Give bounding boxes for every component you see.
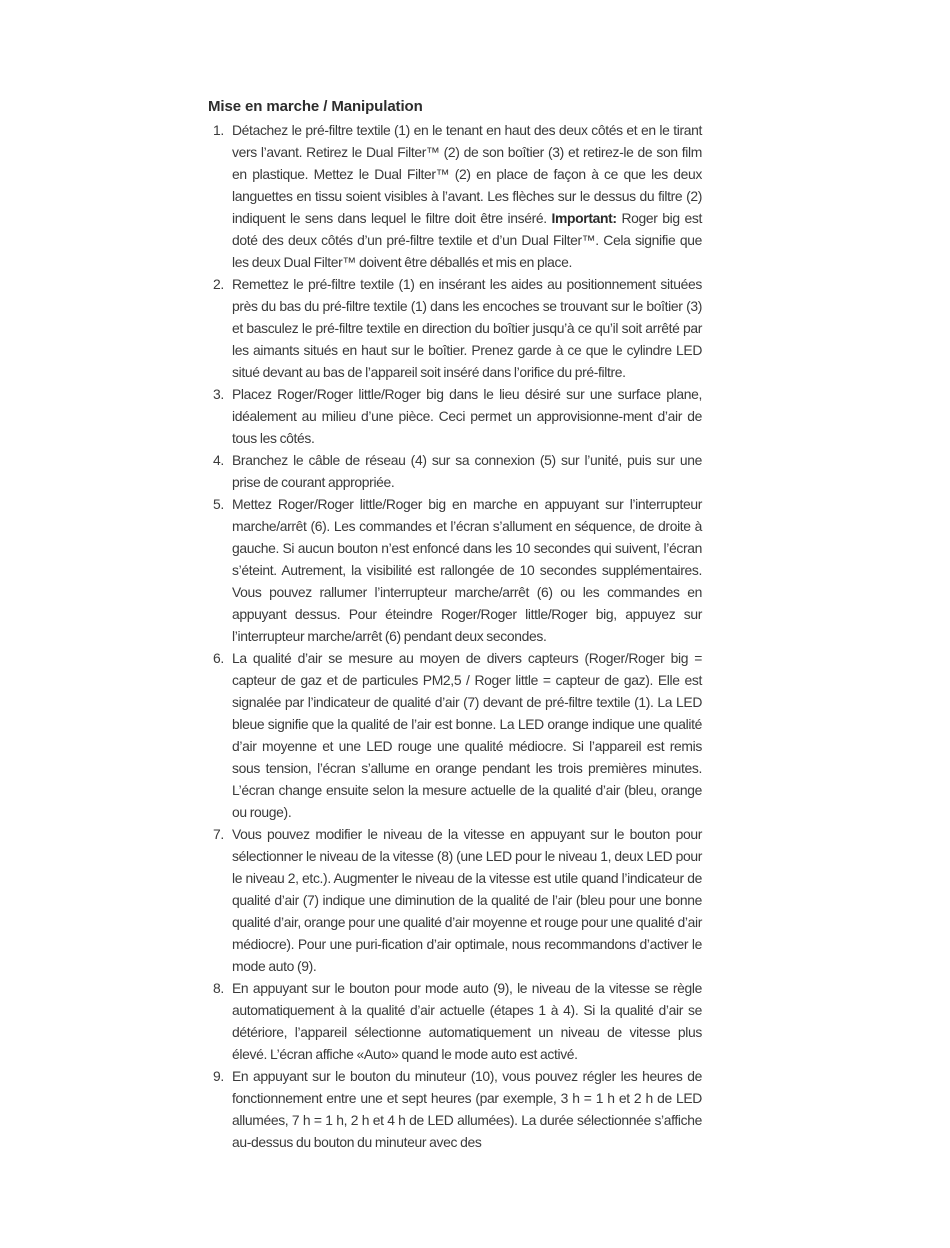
instruction-list	[208, 119, 702, 1153]
important-label: Important:	[551, 210, 617, 226]
step-text: Remettez le pré-filtre textile (1) en insérant les aides au positionnement situées près du bas du pré-filtre textile (1) dans les encoches se trouvant sur le boîtier (3) et basculez le pré-filtre textile en direction du boîtier jusqu’à ce qu’il soit arrêté par les aimants situés en haut sur le boîtier. Prenez garde à ce que le cylindre LED situé devant au bas de l’appareil soit inséré dans l’orifice du pré-filtre.	[232, 276, 702, 380]
list-item-step-4	[208, 449, 702, 493]
document-page	[208, 96, 702, 1153]
list-item-step-3	[208, 383, 702, 449]
step-text: Vous pouvez modifier le niveau de la vitesse en appuyant sur le bouton pour sélectionner le niveau de la vitesse (8) (une LED pour le niveau 1, deux LED pour le niveau 2, etc.). Augmenter le niveau de la vitesse est utile quand l’indicateur de qualité d’air (7) indique une diminution de la qualité de l’air (bleu pour une bonne qualité d’air, orange pour une qualité d’air moyenne et rouge pour une qualité d’air médiocre). Pour une puri-fication d’air optimale, nous recommandons d’activer le mode auto (9).	[232, 826, 702, 974]
step-number: 7.	[213, 826, 224, 842]
step-number: 1.	[213, 122, 224, 138]
list-item-step-6	[208, 647, 702, 823]
step-text: En appuyant sur le bouton pour mode auto (9), le niveau de la vitesse se règle automatiquement à la qualité d’air actuelle (étapes 1 à 4). Si la qualité d’air se détériore, l’appareil sélectionne automatiquement un niveau de vitesse plus élevé. L’écran affiche «Auto» quand le mode auto est activé.	[232, 980, 702, 1062]
list-item-step-1	[208, 119, 702, 273]
step-text: Mettez Roger/Roger little/Roger big en marche en appuyant sur l’interrupteur marche/arrêt (6). Les commandes et l’écran s’allument en séquence, de droite à gauche. Si aucun bouton n’est enfoncé dans les 10 secondes qui suivent, l’écran s’éteint. Autrement, la visibilité est rallongée de 10 secondes supplémentaires. Vous pouvez rallumer l’interrupteur marche/arrêt (6) ou les commandes en appuyant dessus. Pour éteindre Roger/Roger little/Roger big, appuyez sur l’interrupteur marche/arrêt (6) pendant deux secondes.	[232, 496, 702, 644]
step-text: La qualité d’air se mesure au moyen de divers capteurs (Roger/Roger big = capteur de gaz et de particules PM2,5 / Roger little = capteur de gaz). Elle est signalée par l’indicateur de qualité d’air (7) devant de pré-filtre textile (1). La LED bleue signifie que la qualité de l’air est bonne. La LED orange indique une qualité d’air moyenne et une LED rouge une qualité médiocre. Si l’appareil est remis sous tension, l’écran s’allume en orange pendant les trois premières minutes. L’écran change ensuite selon la mesure actuelle de la qualité d’air (bleu, orange ou rouge).	[232, 650, 702, 820]
list-item-step-2	[208, 273, 702, 383]
step-text-continued: Roger big est doté des deux côtés d’un pré-filtre textile et d’un Dual Filter™. Cela signifie que les deux Dual Filter™ doivent être déballés et mis en place.	[232, 210, 703, 270]
list-item-step-5	[208, 493, 702, 647]
list-item-step-7	[208, 823, 702, 977]
step-number: 4.	[213, 452, 224, 468]
step-text: Branchez le câble de réseau (4) sur sa connexion (5) sur l’unité, puis sur une prise de courant appropriée.	[232, 452, 702, 490]
step-number: 6.	[213, 650, 224, 666]
section-heading: Mise en marche / Manipulation	[208, 98, 423, 115]
step-text: En appuyant sur le bouton du minuteur (10), vous pouvez régler les heures de fonctionnement entre une et sept heures (par exemple, 3 h = 1 h et 2 h de LED allumées, 7 h = 1 h, 2 h et 4 h de LED allumées). La durée sélectionnée s’affiche au-dessus du bouton du minuteur avec des	[232, 1068, 702, 1150]
step-text: Détachez le pré-filtre textile (1) en le tenant en haut des deux côtés et en le tirant vers l’avant. Retirez le Dual Filter™ (2) de son boîtier (3) et retirez-le de son film en plastique. Mettez le Dual Filter™ (2) en place de façon à ce que les deux languettes en tissu soient visibles à l’avant. Les flèches sur le dessus du filtre (2) indiquent le sens dans lequel le filtre doit être inséré.	[232, 122, 702, 226]
step-number: 2.	[213, 276, 224, 292]
step-number: 9.	[213, 1068, 224, 1084]
step-number: 3.	[213, 386, 224, 402]
step-number: 5.	[213, 496, 224, 512]
list-item-step-9	[208, 1065, 702, 1153]
list-item-step-8	[208, 977, 702, 1065]
step-text: Placez Roger/Roger little/Roger big dans le lieu désiré sur une surface plane, idéalement au milieu d’une pièce. Ceci permet un approvisionne-ment d’air de tous les côtés.	[232, 386, 702, 446]
step-number: 8.	[213, 980, 224, 996]
